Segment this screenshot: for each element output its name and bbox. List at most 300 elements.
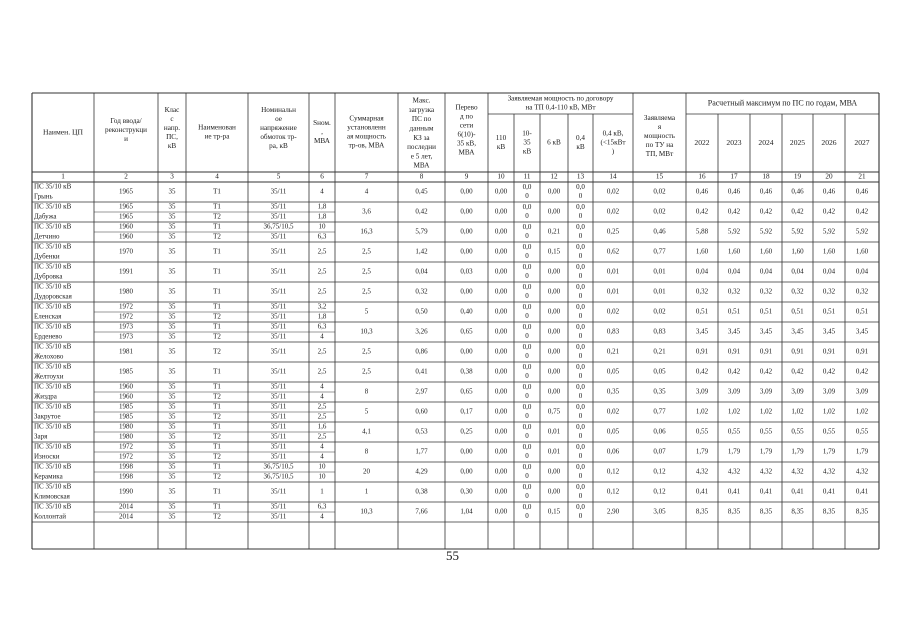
transformer-cell: Т2 <box>213 392 221 401</box>
transformer-cell: 1,8 <box>317 212 327 221</box>
header-max-load: данным <box>409 124 434 133</box>
header-110kv: 110 <box>495 134 507 143</box>
column-number: 4 <box>215 172 219 181</box>
power-110kv: 0,00 <box>494 227 508 236</box>
header-04kv-small: 0,4 кВ, <box>602 129 624 138</box>
transformer-cell: 35/11 <box>270 402 287 411</box>
substation-name: ПС 35/10 кВ <box>34 322 72 331</box>
power-04kv-small: 0,21 <box>606 347 620 356</box>
tu-capacity: 0,21 <box>653 347 666 356</box>
power-10-35kv: 0 <box>525 272 529 281</box>
forecast-value: 0,32 <box>727 287 741 296</box>
transformer-cell: 1980 <box>119 432 133 441</box>
power-04kv-small: 0,12 <box>606 467 620 476</box>
transformer-cell: 35/11 <box>270 202 287 211</box>
max-load: 3,26 <box>415 327 428 336</box>
header-max-load: последни <box>407 143 436 152</box>
forecast-value: 1,02 <box>822 407 836 416</box>
transformer-cell: Т2 <box>213 312 221 321</box>
total-capacity: 2,5 <box>362 247 371 256</box>
power-10-35kv: 0 <box>525 472 529 481</box>
power-110kv: 0,00 <box>494 467 508 476</box>
forecast-value: 1,60 <box>695 247 709 256</box>
total-capacity: 2,5 <box>362 347 371 356</box>
max-load: 0,45 <box>415 187 428 196</box>
transformer-cell: 35/11 <box>270 392 287 401</box>
header-tu-capacity: ТП, МВт <box>645 150 674 159</box>
tu-capacity: 0,02 <box>653 187 666 196</box>
transformer-cell: Т1 <box>213 502 221 511</box>
transformer-cell: 35 <box>168 392 176 401</box>
substation-name: Детчино <box>34 232 60 241</box>
transformer-cell: Т1 <box>213 402 221 411</box>
forecast-value: 0,91 <box>791 347 804 356</box>
power-6kv: 0,00 <box>547 187 561 196</box>
transformer-cell: 1985 <box>119 367 133 376</box>
tu-capacity: 0,12 <box>653 487 666 496</box>
transformer-cell: Т1 <box>213 422 221 431</box>
header-max-load: Макс. <box>412 96 431 105</box>
forecast-value: 1,79 <box>695 447 709 456</box>
forecast-value: 0,41 <box>727 487 741 496</box>
power-110kv: 0,00 <box>494 487 508 496</box>
substation-name: Дубенки <box>34 252 60 261</box>
header-tu-capacity: я <box>657 123 662 132</box>
transformer-cell: Т1 <box>213 202 221 211</box>
forecast-value: 0,42 <box>727 367 741 376</box>
transformer-cell: 35 <box>168 472 176 481</box>
transfer: 0,38 <box>460 367 473 376</box>
forecast-value: 0,42 <box>791 367 804 376</box>
power-10-35kv: 0,0 <box>522 483 532 492</box>
transformer-cell: 1973 <box>119 322 133 331</box>
power-04kv: 0 <box>578 412 583 421</box>
power-10-35kv: 0 <box>525 452 529 461</box>
transformer-cell: 2,5 <box>317 367 327 376</box>
page-number: 55 <box>446 548 459 563</box>
transformer-cell: 1,8 <box>317 202 327 211</box>
transformer-cell: Т2 <box>213 512 221 521</box>
total-capacity: 10,3 <box>360 507 373 516</box>
transformer-cell: Т2 <box>213 412 221 421</box>
forecast-value: 8,35 <box>727 507 741 516</box>
forecast-value: 1,79 <box>727 447 741 456</box>
power-110kv: 0,00 <box>494 367 508 376</box>
header-max-load: МВА <box>413 161 430 170</box>
power-10-35kv: 0,0 <box>522 343 532 352</box>
forecast-value: 1,02 <box>695 407 709 416</box>
max-load: 0,60 <box>415 407 428 416</box>
transformer-cell: 6,3 <box>317 232 327 241</box>
power-10-35kv: 0 <box>525 392 529 401</box>
transformer-cell: 35 <box>168 332 176 341</box>
transformer-cell: 4 <box>320 332 324 341</box>
transformer-cell: 35 <box>168 222 176 231</box>
forecast-value: 4,32 <box>727 467 741 476</box>
substation-name: Керамика <box>34 472 63 481</box>
forecast-value: 3,09 <box>791 387 804 396</box>
header-transfer: 6(10)- <box>457 130 476 139</box>
forecast-value: 0,51 <box>759 307 773 316</box>
header-tu-capacity: по ТУ на <box>645 141 674 150</box>
power-04kv: 0,0 <box>576 463 585 472</box>
power-10-35kv: 0,0 <box>522 503 532 512</box>
power-04kv: 0 <box>578 492 583 501</box>
power-04kv-small: 0,06 <box>606 447 620 456</box>
transformer-cell: 35/11 <box>270 302 287 311</box>
transformer-cell: 35/11 <box>270 502 287 511</box>
transformer-cell: 1,8 <box>317 312 327 321</box>
forecast-value: 4,32 <box>695 467 709 476</box>
power-04kv: 0 <box>578 452 583 461</box>
forecast-value: 0,42 <box>822 367 836 376</box>
forecast-value: 8,35 <box>855 507 869 516</box>
power-10-35kv: 0,0 <box>522 303 532 312</box>
tu-capacity: 0,77 <box>653 407 666 416</box>
forecast-value: 0,55 <box>791 427 804 436</box>
transformer-cell: 35/11 <box>270 512 287 521</box>
transformer-cell: 4 <box>320 382 324 391</box>
header-tu-capacity: мощность <box>644 132 675 141</box>
substation-name: Климовская <box>34 492 70 501</box>
transformer-cell: 35/11 <box>270 312 287 321</box>
substation-name: ПС 35/10 кВ <box>34 302 72 311</box>
forecast-value: 3,09 <box>822 387 836 396</box>
forecast-value: 0,41 <box>695 487 709 496</box>
transfer: 0,00 <box>460 447 473 456</box>
header-year: Год ввода/ <box>110 117 142 126</box>
substation-name: Дабужа <box>34 212 57 221</box>
substation-name: ПС 35/10 кВ <box>34 202 72 211</box>
header-nominal-voltage: ое <box>275 115 282 124</box>
power-110kv: 0,00 <box>494 287 508 296</box>
transformer-cell: 35/11 <box>270 187 287 196</box>
header-transfer: МВА <box>458 148 475 157</box>
transfer: 0,65 <box>460 327 473 336</box>
header-nominal-voltage: Номинальн <box>261 106 296 115</box>
forecast-value: 0,42 <box>791 207 804 216</box>
substation-name: Износки <box>34 452 60 461</box>
power-6kv: 0,00 <box>547 287 561 296</box>
transformer-cell: 35 <box>168 442 176 451</box>
transformer-cell: 1980 <box>119 422 133 431</box>
power-110kv: 0,00 <box>494 187 508 196</box>
power-10-35kv: 0,0 <box>522 423 532 432</box>
transformer-cell: 35/11 <box>270 412 287 421</box>
transformer-cell: 35 <box>168 322 176 331</box>
column-number: 16 <box>698 172 706 181</box>
total-capacity: 8 <box>364 387 369 396</box>
transformer-cell: 1960 <box>119 392 133 401</box>
power-110kv: 0,00 <box>494 267 508 276</box>
transformer-cell: 2014 <box>119 502 133 511</box>
forecast-value: 0,91 <box>759 347 773 356</box>
forecast-value: 3,09 <box>759 387 773 396</box>
transformer-cell: 35/11 <box>270 487 287 496</box>
header-max-load: загрузка <box>408 105 435 114</box>
transformer-cell: 35 <box>168 402 176 411</box>
transformer-cell: Т1 <box>213 267 221 276</box>
power-04kv-small: 0,62 <box>606 247 620 256</box>
transformer-cell: 35 <box>168 487 176 496</box>
transformer-cell: 10 <box>318 222 326 231</box>
power-10-35kv: 0,0 <box>522 403 532 412</box>
header-transfer: д по <box>460 112 473 121</box>
forecast-value: 0,46 <box>855 187 869 196</box>
transformer-cell: 1960 <box>119 222 133 231</box>
forecast-value: 0,04 <box>855 267 869 276</box>
max-load: 0,50 <box>415 307 428 316</box>
max-load: 0,04 <box>415 267 428 276</box>
power-04kv: 0 <box>578 432 583 441</box>
total-capacity: 16,3 <box>360 227 373 236</box>
transformer-cell: 4 <box>320 512 324 521</box>
transformer-cell: 35 <box>168 347 176 356</box>
forecast-value: 1,02 <box>759 407 773 416</box>
power-04kv: 0,0 <box>576 283 585 292</box>
total-capacity: 8 <box>364 447 369 456</box>
forecast-value: 0,41 <box>855 487 869 496</box>
power-10-35kv: 0,0 <box>522 323 532 332</box>
column-number: 2 <box>124 172 128 181</box>
transformer-cell: Т1 <box>213 287 221 296</box>
transformer-cell: 35/11 <box>270 287 287 296</box>
power-10-35kv: 0,0 <box>522 223 532 232</box>
power-04kv: 0 <box>578 292 583 301</box>
substation-name: Заря <box>34 432 48 441</box>
power-6kv: 0,00 <box>547 467 561 476</box>
transformer-cell: 35 <box>168 432 176 441</box>
power-10-35kv: 0,0 <box>522 283 532 292</box>
forecast-value: 0,51 <box>695 307 709 316</box>
header-10-35kv: кВ <box>522 147 532 156</box>
transformer-cell: 1998 <box>119 462 133 471</box>
forecast-value: 0,51 <box>822 307 836 316</box>
power-04kv: 0,0 <box>576 503 585 512</box>
power-10-35kv: 0,0 <box>522 183 532 192</box>
header-voltage-class: кВ <box>167 142 177 151</box>
substation-name: ПС 35/10 кВ <box>34 482 72 491</box>
forecast-value: 0,42 <box>855 367 869 376</box>
forecast-value: 0,41 <box>759 487 773 496</box>
transformer-cell: 35 <box>168 287 176 296</box>
column-number: 7 <box>364 172 369 181</box>
header-nominal-voltage: напряжение <box>260 124 297 133</box>
forecast-value: 0,42 <box>759 207 773 216</box>
power-04kv: 0,0 <box>576 203 585 212</box>
power-10-35kv: 0,0 <box>522 463 532 472</box>
forecast-value: 0,04 <box>695 267 709 276</box>
transformer-cell: 35 <box>168 502 176 511</box>
power-10-35kv: 0,0 <box>522 383 532 392</box>
transformer-cell: Т2 <box>213 347 221 356</box>
column-number: 1 <box>61 172 65 181</box>
header-04kv: кВ <box>576 143 585 152</box>
header-contract-group: на ТП 0,4-110 кВ, МВт <box>525 103 596 112</box>
power-04kv: 0,0 <box>576 483 585 492</box>
header-snom: МВА <box>314 137 330 146</box>
transformer-cell: 35 <box>168 382 176 391</box>
forecast-value: 1,79 <box>791 447 804 456</box>
forecast-value: 1,02 <box>855 407 869 416</box>
transformer-cell: 4 <box>320 442 324 451</box>
max-load: 2,97 <box>415 387 428 396</box>
power-110kv: 0,00 <box>494 447 508 456</box>
forecast-value: 0,55 <box>855 427 869 436</box>
forecast-value: 0,91 <box>855 347 869 356</box>
column-number: 12 <box>550 172 558 181</box>
header-name-cp: Наимен. ЦП <box>43 127 83 137</box>
forecast-value: 0,04 <box>727 267 741 276</box>
power-6kv: 0,01 <box>547 427 561 436</box>
forecast-value: 1,60 <box>791 247 804 256</box>
power-04kv-small: 0,25 <box>606 227 620 236</box>
substation-name: Жиздра <box>34 392 57 401</box>
transformer-cell: 2,5 <box>317 247 327 256</box>
power-6kv: 0,00 <box>547 267 561 276</box>
transformer-cell: 1972 <box>119 312 133 321</box>
column-number: 20 <box>825 172 833 181</box>
column-number: 14 <box>609 172 617 181</box>
transformer-cell: Т2 <box>213 232 221 241</box>
transformer-cell: 1990 <box>119 487 133 496</box>
transformer-cell: Т1 <box>213 302 221 311</box>
power-04kv: 0 <box>578 312 583 321</box>
power-10-35kv: 0 <box>525 512 529 521</box>
total-capacity: 2,5 <box>362 287 371 296</box>
power-6kv: 0,00 <box>547 387 561 396</box>
transformer-cell: 35/11 <box>270 247 287 256</box>
tu-capacity: 3,05 <box>653 507 666 516</box>
transfer: 0,00 <box>460 247 473 256</box>
header-transformer-name: ие тр-ра <box>204 132 230 141</box>
transformer-cell: 35/11 <box>270 212 287 221</box>
power-04kv: 0,0 <box>576 223 585 232</box>
transformer-cell: 35 <box>168 412 176 421</box>
forecast-value: 0,91 <box>695 347 709 356</box>
substation-name: ПС 35/10 кВ <box>34 342 72 351</box>
forecast-value: 0,04 <box>791 267 804 276</box>
column-number: 11 <box>523 172 531 181</box>
power-04kv-small: 0,35 <box>606 387 620 396</box>
forecast-value: 0,42 <box>695 207 709 216</box>
transformer-cell: 1998 <box>119 472 133 481</box>
forecast-value: 0,46 <box>759 187 773 196</box>
power-04kv: 0 <box>578 512 583 521</box>
power-04kv: 0 <box>578 372 583 381</box>
transfer: 0,30 <box>460 487 473 496</box>
power-04kv: 0 <box>578 232 583 241</box>
max-load: 0,38 <box>415 487 428 496</box>
substation-name: ПС 35/10 кВ <box>34 462 72 471</box>
transformer-cell: 2014 <box>119 512 133 521</box>
power-04kv: 0 <box>578 352 583 361</box>
power-110kv: 0,00 <box>494 207 508 216</box>
power-10-35kv: 0 <box>525 412 529 421</box>
forecast-value: 0,32 <box>791 287 804 296</box>
power-04kv-small: 0,01 <box>606 287 620 296</box>
power-04kv-small: 0,12 <box>606 487 620 496</box>
header-04kv-small: (<15кВт <box>600 138 626 147</box>
power-04kv: 0,0 <box>576 423 585 432</box>
power-6kv: 0,00 <box>547 207 561 216</box>
tu-capacity: 0,83 <box>653 327 666 336</box>
power-10-35kv: 0 <box>525 312 529 321</box>
forecast-value: 0,42 <box>759 367 773 376</box>
column-number: 9 <box>464 172 469 181</box>
forecast-value: 1,60 <box>727 247 741 256</box>
power-6kv: 0,01 <box>547 447 561 456</box>
forecast-value: 0,46 <box>695 187 709 196</box>
transformer-cell: 35 <box>168 302 176 311</box>
max-load: 1,42 <box>415 247 428 256</box>
max-load: 0,32 <box>415 287 428 296</box>
forecast-value: 3,45 <box>791 327 804 336</box>
transformer-cell: Т1 <box>213 187 221 196</box>
forecast-value: 1,79 <box>855 447 869 456</box>
header-10-35kv: 35 <box>523 138 531 147</box>
column-number: 19 <box>793 172 802 181</box>
power-6kv: 0,75 <box>547 407 561 416</box>
forecast-value: 3,45 <box>695 327 709 336</box>
max-load: 0,86 <box>415 347 428 356</box>
header-total-capacity: ая мощность <box>346 132 387 141</box>
power-6kv: 0,00 <box>547 347 561 356</box>
power-10-35kv: 0,0 <box>522 363 532 372</box>
header-year-2022: 2022 <box>694 137 710 147</box>
header-snom: Sном. <box>313 119 331 128</box>
transformer-cell: 1960 <box>119 232 133 241</box>
total-capacity: 4 <box>364 187 369 196</box>
transformer-cell: 2,5 <box>317 287 327 296</box>
tu-capacity: 0,06 <box>653 427 666 436</box>
substation-name: Желтоухи <box>34 372 64 381</box>
forecast-value: 1,60 <box>855 247 869 256</box>
forecast-value: 3,09 <box>855 387 869 396</box>
header-voltage-class: напр. <box>163 124 181 133</box>
transformer-cell: 35 <box>168 312 176 321</box>
substation-name: ПС 35/10 кВ <box>34 362 72 371</box>
power-10-35kv: 0 <box>525 332 529 341</box>
forecast-value: 0,91 <box>727 347 741 356</box>
forecast-value: 3,09 <box>727 387 741 396</box>
forecast-value: 1,60 <box>822 247 836 256</box>
transformer-cell: 36,75/10,5 <box>263 462 294 471</box>
header-transfer: сети <box>459 121 474 130</box>
forecast-value: 8,35 <box>822 507 836 516</box>
transformer-cell: 1,6 <box>317 422 327 431</box>
power-110kv: 0,00 <box>494 347 508 356</box>
transformer-cell: 35 <box>168 267 176 276</box>
transformer-cell: 35/11 <box>270 382 287 391</box>
total-capacity: 10,3 <box>360 327 373 336</box>
forecast-value: 5,92 <box>759 227 773 236</box>
forecast-value: 8,35 <box>695 507 709 516</box>
header-total-capacity: установленн <box>347 123 386 132</box>
power-110kv: 0,00 <box>494 327 508 336</box>
tu-capacity: 0,05 <box>653 367 666 376</box>
power-04kv: 0,0 <box>576 443 585 452</box>
transformer-cell: 6,3 <box>317 322 327 331</box>
header-max-load: ПС по <box>411 115 432 124</box>
power-04kv-small: 2,90 <box>606 507 620 516</box>
transfer: 1,04 <box>460 507 473 516</box>
power-110kv: 0,00 <box>494 387 508 396</box>
power-04kv-small: 0,05 <box>606 427 620 436</box>
transformer-cell: Т2 <box>213 332 221 341</box>
power-10-35kv: 0 <box>525 292 529 301</box>
forecast-value: 5,92 <box>822 227 836 236</box>
